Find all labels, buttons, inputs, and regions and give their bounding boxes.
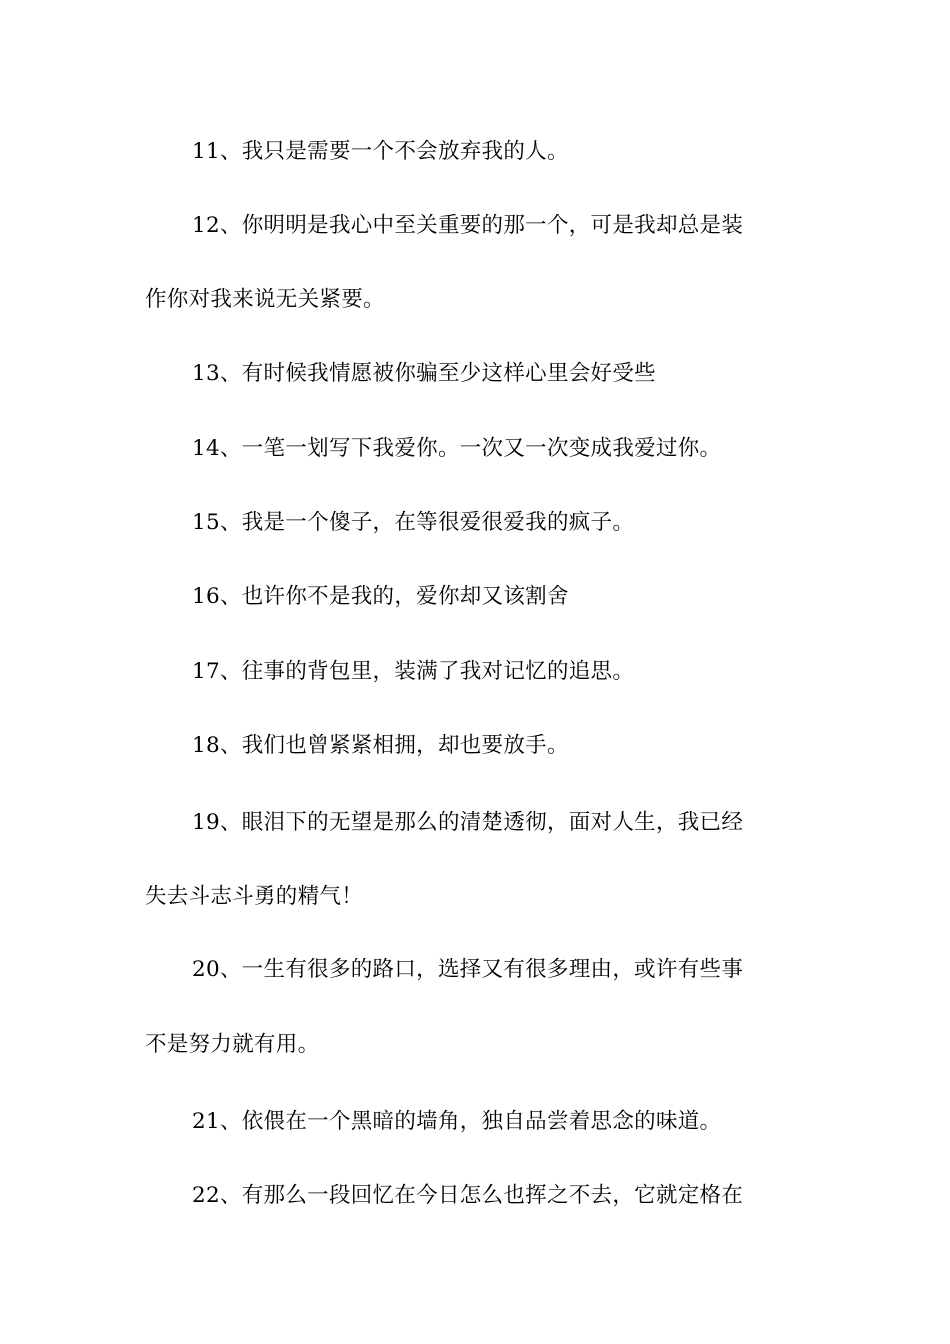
text-line-16: 16、也许你不是我的，爱你却又该割舍 [192, 584, 569, 609]
text-line-20: 20、一生有很多的路口，选择又有很多理由，或许有些事 [192, 957, 744, 982]
text-line-14: 14、一笔一划写下我爱你。一次又一次变成我爱过你。 [192, 436, 722, 461]
text-line-19: 19、眼泪下的无望是那么的清楚透彻，面对人生，我已经 [192, 810, 744, 835]
text-line-17: 17、往事的背包里，装满了我对记忆的追思。 [192, 659, 635, 684]
text-line-13: 13、有时候我情愿被你骗至少这样心里会好受些 [192, 361, 656, 386]
text-line-12-cont: 作你对我来说无关紧要。 [145, 287, 385, 312]
text-line-20-cont: 不是努力就有用。 [145, 1032, 320, 1057]
text-line-21: 21、依偎在一个黑暗的墙角，独自品尝着思念的味道。 [192, 1109, 722, 1134]
text-line-12: 12、你明明是我心中至关重要的那一个，可是我却总是装 [192, 213, 744, 238]
text-line-11: 11、我只是需要一个不会放弃我的人。 [192, 139, 569, 164]
text-line-15: 15、我是一个傻子，在等很爱很爱我的疯子。 [192, 510, 635, 535]
text-line-22: 22、有那么一段回忆在今日怎么也挥之不去，它就定格在 [192, 1183, 744, 1208]
text-line-19-cont: 失去斗志斗勇的精气！ [145, 884, 364, 909]
text-line-18: 18、我们也曾紧紧相拥，却也要放手。 [192, 733, 569, 758]
